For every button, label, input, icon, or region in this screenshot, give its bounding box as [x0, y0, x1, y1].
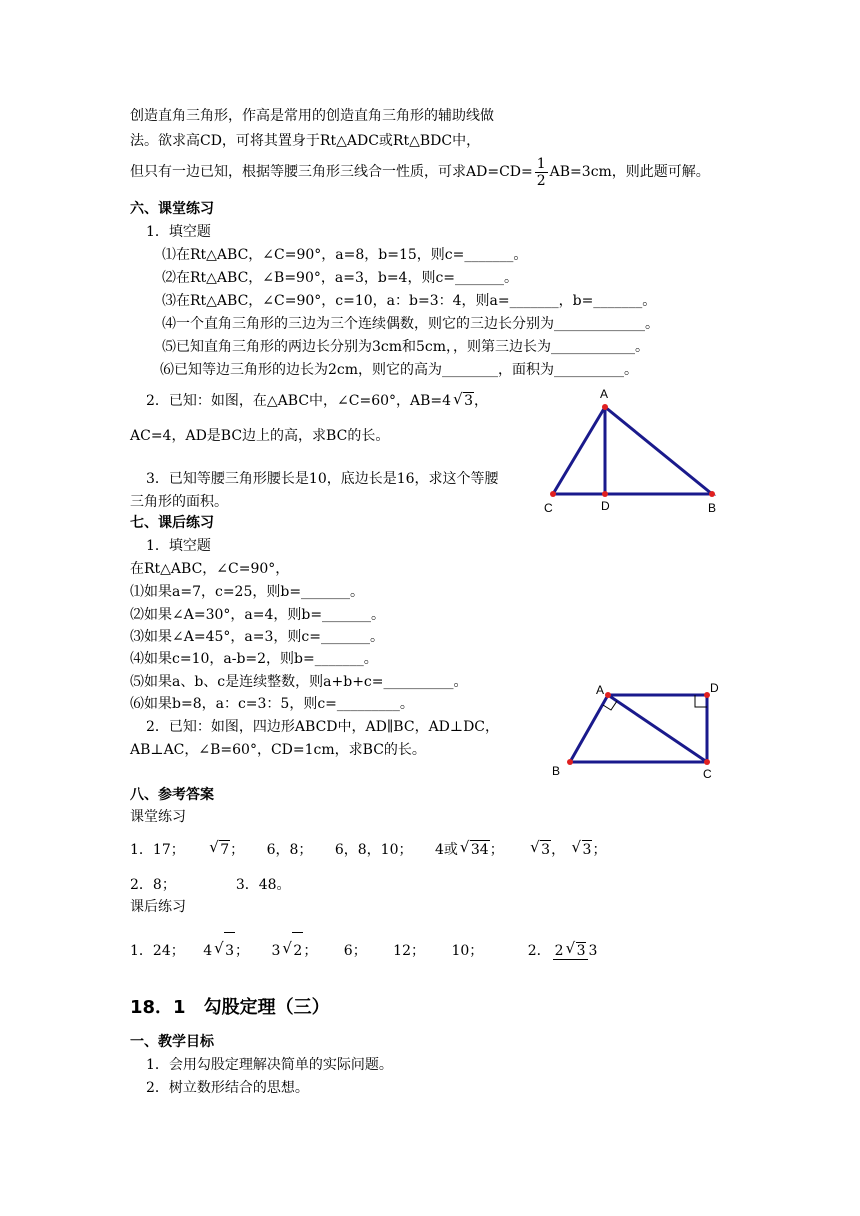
sqrt-34: √ 34 — [460, 840, 490, 859]
sec7-item-4: ⑷如果c=10，a-b=2，则b=_______。 — [130, 651, 378, 667]
lesson-goals-heading: 一、教学目标 — [130, 1034, 214, 1050]
point-c — [550, 491, 556, 497]
label-d: D — [601, 499, 610, 513]
sec6-q3-line-1: 3．已知等腰三角形腰长是10，底边长是16，求这个等腰 — [146, 471, 499, 487]
homework-answers: 1．24； 4√ 3； 3√ 2； 6； 12； 10； 2． 2√ 3 3 — [130, 932, 599, 969]
sec6-q2-line-2: AC=4，AD是BC边上的高，求BC的长。 — [130, 428, 390, 444]
point-b — [567, 759, 573, 765]
sec6-item-1: ⑴在Rt△ABC，∠C=90°，a=8，b=15，则c=_______。 — [162, 247, 528, 263]
label-c: C — [544, 501, 553, 515]
point-b — [709, 491, 715, 497]
sec6-item-5: ⑸已知直角三角形的两边长分别为3cm和5cm，，则第三边长为____________。 — [162, 339, 650, 355]
sec6-item-4: ⑷一个直角三角形的三边为三个连续偶数，则它的三边长分别为_____________。 — [162, 316, 659, 332]
sec7-q1-title: 1．填空题 — [146, 538, 211, 554]
label-b: B — [552, 764, 561, 778]
fraction-one-half: $\frac{1}{2}$ — [536, 155, 546, 189]
sec7-q2-line-2: AB⊥AC，∠B=60°，CD=1cm，求BC的长。 — [130, 742, 426, 758]
sqrt-2: √ 2 — [282, 932, 303, 969]
label-c: C — [703, 767, 712, 781]
quadrilateral-outline — [570, 695, 707, 762]
fraction-2sqrt3-over-3: 2√ 3 3 — [553, 942, 598, 960]
homework-label: 课后练习 — [130, 899, 186, 915]
sqrt-3-a: √ 3 — [530, 840, 551, 859]
sqrt-3-b: √ 3 — [572, 840, 593, 859]
sec7-item-5: ⑸如果a、b、c是连续整数，则a+b+c=__________。 — [130, 674, 468, 690]
class-practice-label: 课堂练习 — [130, 809, 186, 825]
intro-line-2: 法。欲求高CD，可将其置身于Rt△ADC或Rt△BDC中， — [130, 133, 481, 149]
figure-quadrilateral-abcd — [550, 678, 730, 788]
lesson-goal-1: 1．会用勾股定理解决简单的实际问题。 — [146, 1057, 393, 1073]
point-c — [704, 759, 710, 765]
label-a: A — [596, 683, 605, 697]
sec7-q2-line-1: 2．已知：如图，四边形ABCD中，AD∥BC，AD⊥DC， — [146, 719, 500, 735]
label-b: B — [708, 501, 717, 515]
sec6-item-3: ⑶在Rt△ABC，∠C=90°，c=10，a：b=3：4，则a=_______，b=_______。 — [162, 293, 657, 309]
sqrt-3-d: √ 3 — [566, 942, 587, 959]
sec6-q1-title: 1．填空题 — [146, 224, 211, 240]
point-a — [605, 692, 611, 698]
intro-line-3: 但只有一边已知，根据等腰三角形三线合一性质，可求AD=CD= $\frac{1}{2}$ AB=3cm，则此题可解。 — [130, 155, 710, 189]
diagonal-ac — [608, 695, 707, 762]
sqrt-7: √ 7 — [209, 840, 230, 859]
section-8-heading: 八、参考答案 — [130, 787, 214, 803]
class-answers-line-1: 1．17； √ 7； 6，8； 6，8，10； 4或√ 34； √ 3， √ 3； — [130, 840, 606, 859]
section-6-heading: 六、课堂练习 — [130, 201, 214, 217]
sec7-item-3: ⑶如果∠A=45°，a=3，则c=_______。 — [130, 629, 384, 645]
point-d — [602, 491, 608, 497]
class-answers-line-2: 2．8； 3．48。 — [130, 877, 291, 893]
triangle-abc-outline — [553, 407, 712, 494]
point-a — [602, 404, 608, 410]
sec7-condition: 在Rt△ABC，∠C=90°， — [130, 561, 290, 577]
section-7-heading: 七、课后练习 — [130, 515, 214, 531]
sqrt-3-c: √ 3 — [214, 932, 235, 969]
lesson-goal-2: 2．树立数形结合的思想。 — [146, 1080, 309, 1096]
label-a: A — [600, 387, 609, 401]
sec7-item-6: ⑹如果b=8，a：c=3：5，则c=_________。 — [130, 696, 414, 712]
figure-triangle-abc — [530, 384, 730, 524]
sec6-q3-line-2: 三角形的面积。 — [130, 494, 228, 510]
sec7-item-2: ⑵如果∠A=30°，a=4，则b=_______。 — [130, 607, 386, 623]
intro-line-1: 创造直角三角形，作高是常用的创造直角三角形的辅助线做 — [130, 108, 494, 124]
label-d: D — [710, 681, 719, 695]
sqrt-3: √ 3 — [453, 392, 474, 410]
sec7-item-1: ⑴如果a=7，c=25，则b=_______。 — [130, 584, 365, 600]
sec6-item-6: ⑹已知等边三角形的边长为2cm，则它的高为________，面积为__________。 — [160, 362, 639, 378]
lesson-title: 18．1 勾股定理（三） — [130, 997, 330, 1018]
sec6-item-2: ⑵在Rt△ABC，∠B=90°，a=3，b=4，则c=_______。 — [162, 270, 519, 286]
sec6-q2-line-1: 2．已知：如图，在△ABC中，∠C=60°，AB=4√ 3， — [146, 392, 488, 410]
